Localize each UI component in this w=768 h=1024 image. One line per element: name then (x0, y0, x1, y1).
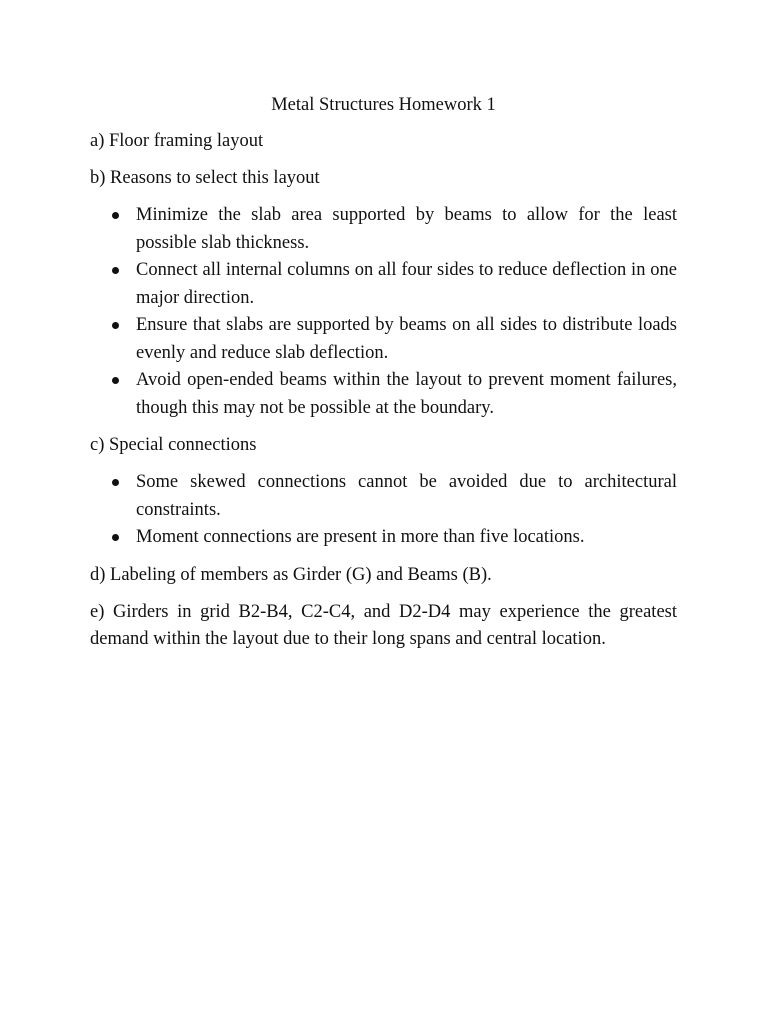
bullet-icon (112, 267, 119, 274)
section-c-heading: c) Special connections (90, 435, 257, 455)
list-item (90, 202, 677, 257)
list-item (90, 312, 677, 367)
list-item-text: Ensure that slabs are supported by beams on all sides to distribute loads evenly and reduce slab deflection. (136, 315, 677, 363)
list-item (90, 257, 677, 312)
bullet-icon (112, 212, 119, 219)
reasons-list (90, 202, 677, 422)
bullet-icon (112, 322, 119, 329)
section-a-heading: a) Floor framing layout (90, 131, 264, 151)
list-item-text: Avoid open-ended beams within the layout to prevent moment failures, though this may not be possible at the boundary. (136, 370, 677, 418)
bullet-icon (112, 377, 119, 384)
document-title: Metal Structures Homework 1 (271, 95, 496, 115)
list-item-text: Moment connections are present in more than five locations. (136, 527, 585, 547)
list-item (90, 367, 677, 422)
list-item-text: Connect all internal columns on all four sides to reduce deflection in one major direction. (136, 260, 677, 308)
bullet-icon (112, 479, 119, 486)
list-item-text: Minimize the slab area supported by beams to allow for the least possible slab thickness. (136, 205, 677, 253)
section-d-paragraph: d) Labeling of members as Girder (G) and Beams (B). (90, 564, 492, 585)
bullet-icon (112, 534, 119, 541)
list-item (90, 524, 677, 552)
list-item-text: Some skewed connections cannot be avoided due to architectural constraints. (136, 472, 677, 520)
document-page (90, 92, 677, 663)
section-b-heading: b) Reasons to select this layout (90, 168, 320, 188)
list-item (90, 469, 677, 524)
section-e-paragraph: e) Girders in grid B2-B4, C2-C4, and D2-D4 may experience the greatest demand within the layout due to their long spans and central location. (90, 601, 677, 649)
connections-list (90, 469, 677, 552)
